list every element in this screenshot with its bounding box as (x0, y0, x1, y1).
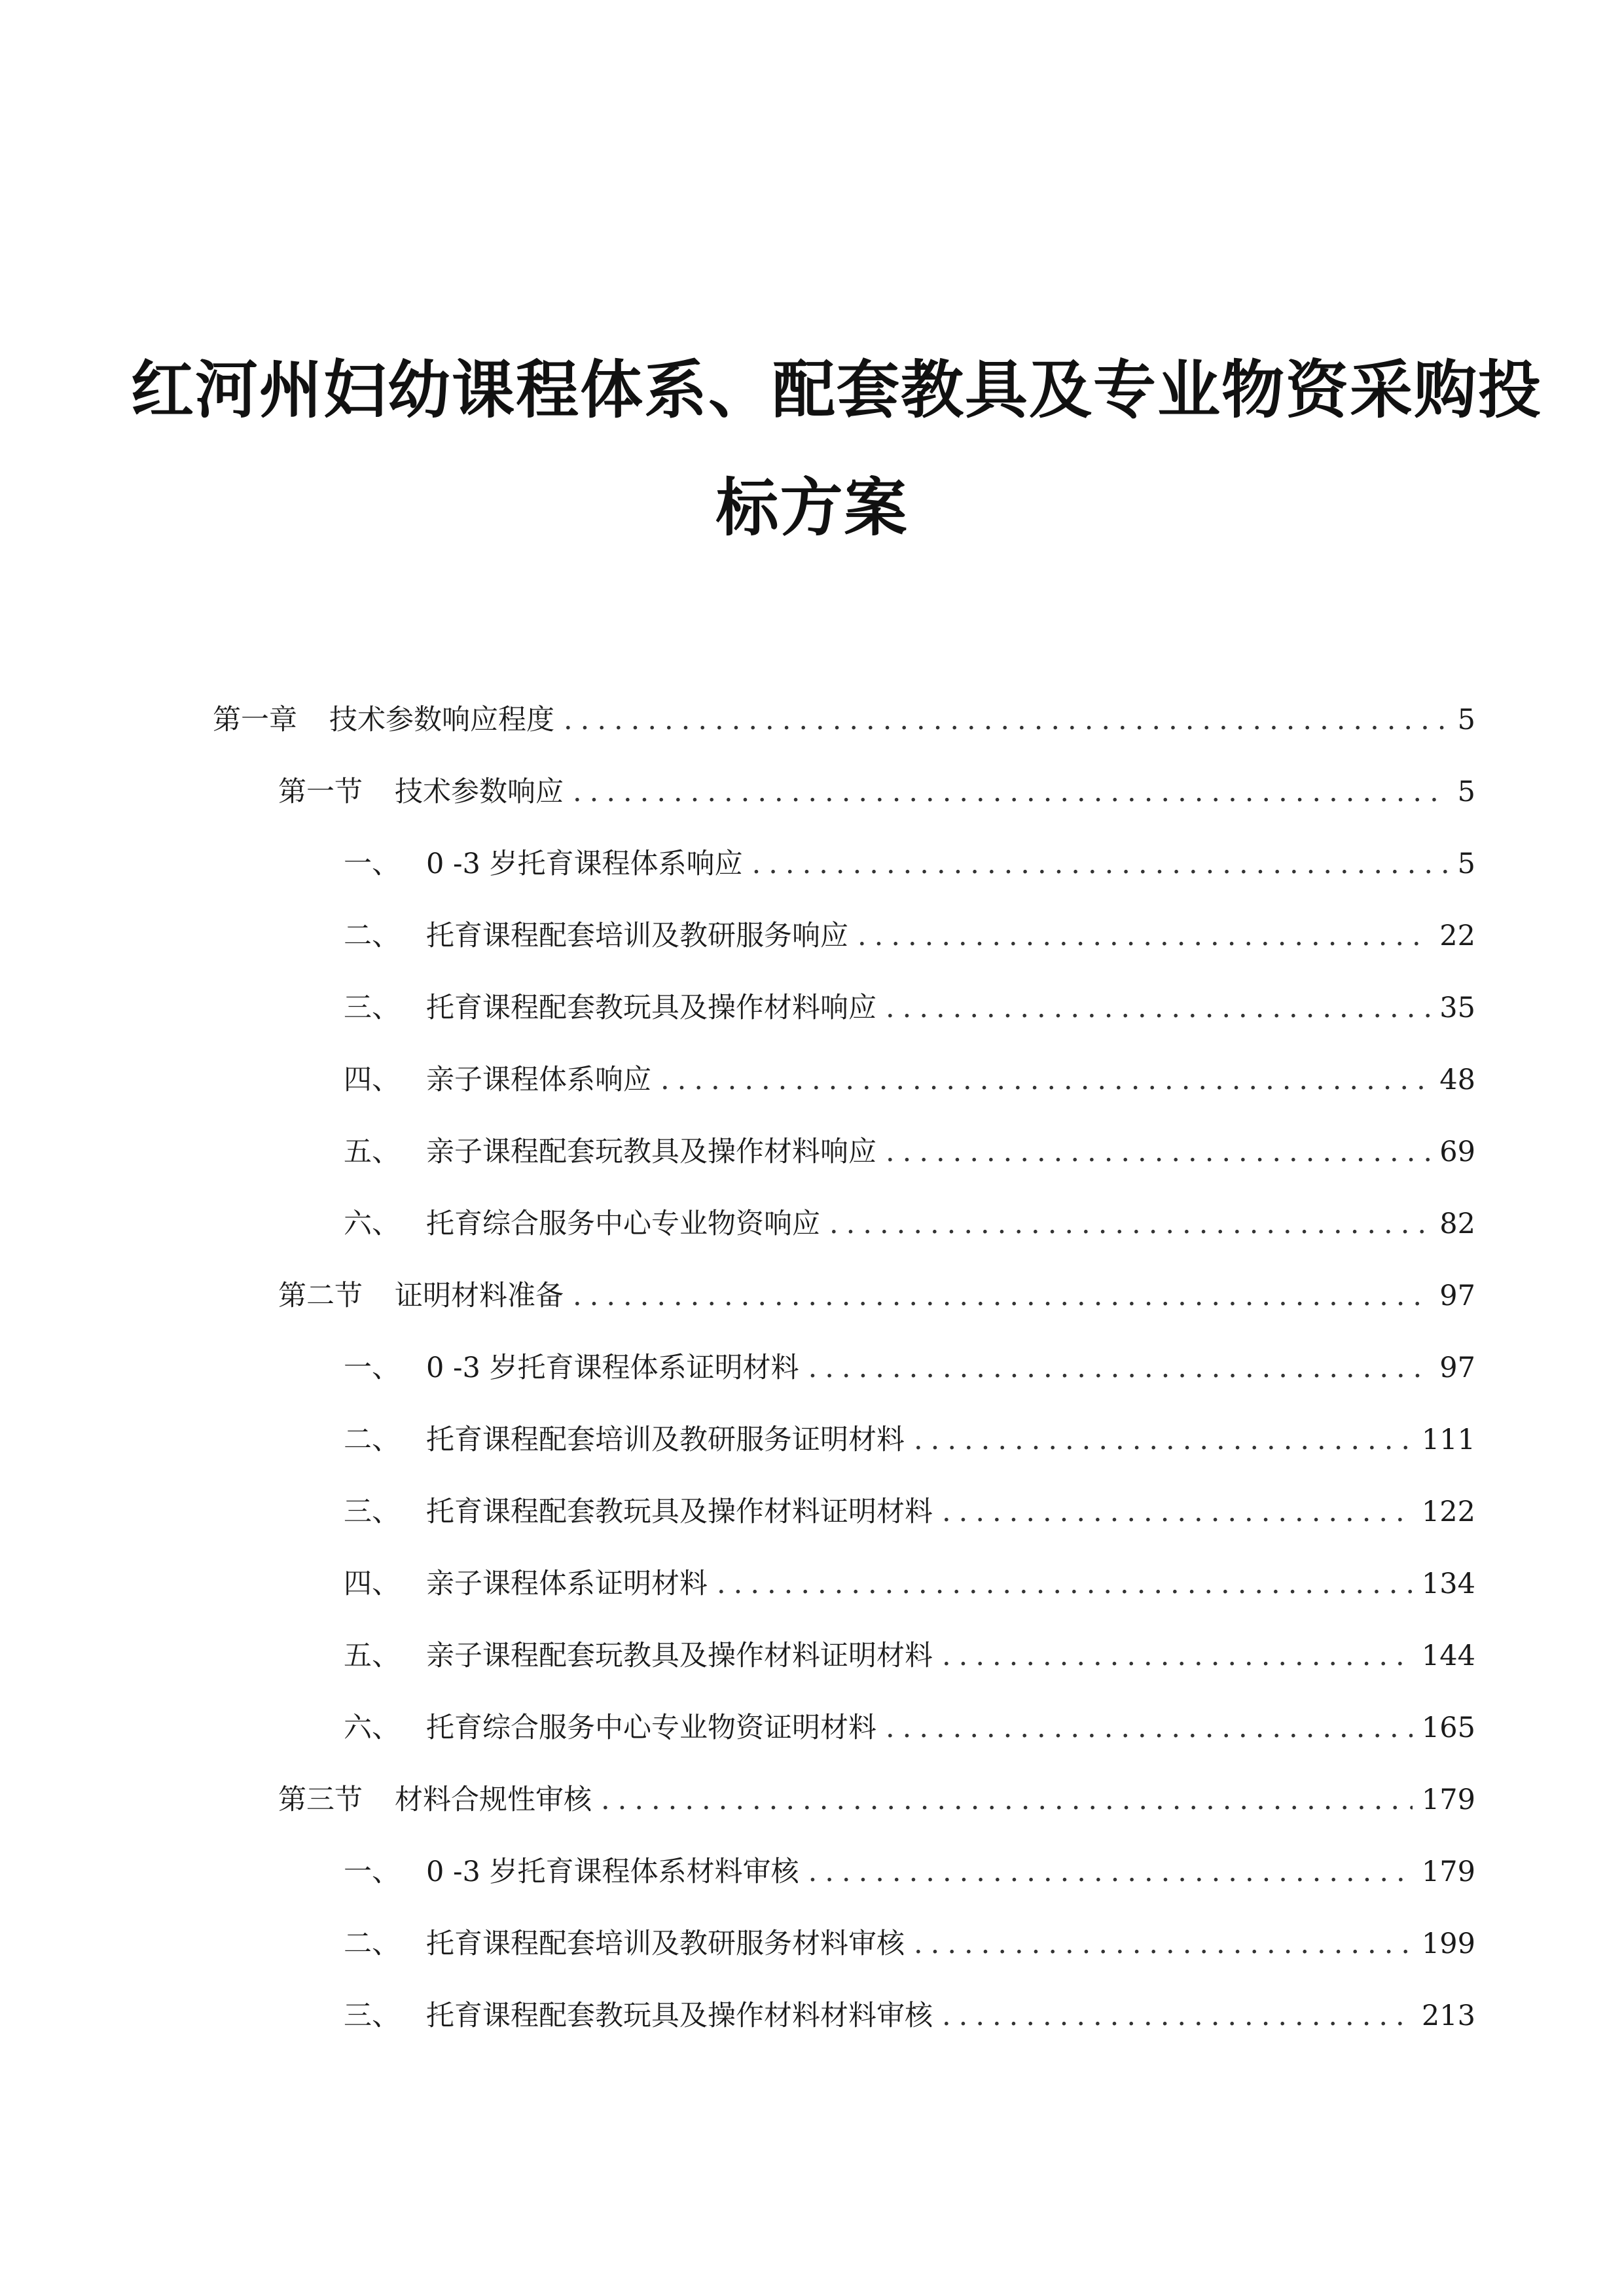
toc-entry-item[interactable] (344, 910, 1475, 962)
toc-entry-item[interactable] (344, 1990, 1475, 2042)
toc-entry-page: 48 (1439, 1064, 1475, 1096)
toc-dot-leader (564, 694, 1449, 746)
toc-entry-item[interactable] (344, 1558, 1475, 1610)
toc-entry-item[interactable] (344, 1054, 1475, 1106)
toc-entry-number: 三、 (344, 992, 400, 1024)
toc-entry-page: 111 (1421, 1424, 1475, 1456)
toc-entry-page: 179 (1421, 1784, 1475, 1816)
toc-dot-leader (914, 1918, 1413, 1970)
toc-entry-page: 5 (1457, 704, 1475, 736)
toc-dot-leader (942, 1630, 1413, 1682)
toc-entry-number: 一、 (344, 1352, 400, 1384)
toc-entry-item[interactable] (344, 982, 1475, 1034)
toc-entry-chapter-1[interactable] (213, 694, 1475, 746)
toc-dot-leader (942, 1990, 1413, 2042)
toc-entry-item[interactable] (344, 1918, 1475, 1970)
toc-entry-number: 二、 (344, 920, 400, 952)
toc-entry-label: 亲子课程配套玩教具及操作材料证明材料 (426, 1640, 933, 1672)
toc-entry-label: 0 -3 岁托育课程体系材料审核 (426, 1856, 799, 1888)
toc-entry-number: 三、 (344, 2000, 400, 2032)
toc-entry-number: 五、 (344, 1136, 400, 1168)
toc-entry-page: 179 (1421, 1856, 1475, 1888)
toc-entry-number: 一、 (344, 1856, 400, 1888)
toc-entry-label: 托育综合服务中心专业物资响应 (426, 1208, 820, 1240)
toc-entry-label: 托育课程配套培训及教研服务响应 (426, 920, 848, 952)
toc-entry-page: 69 (1439, 1136, 1475, 1168)
toc-entry-item[interactable] (344, 1342, 1475, 1394)
toc-entry-label: 托育课程配套培训及教研服务材料审核 (426, 1928, 905, 1960)
toc-entry-label: 技术参数响应 (395, 776, 564, 808)
toc-entry-page: 35 (1439, 992, 1475, 1024)
toc-entry-label: 亲子课程体系证明材料 (426, 1568, 708, 1600)
toc-entry-number: 六、 (344, 1712, 400, 1744)
toc-dot-leader (752, 838, 1449, 890)
toc-entry-item[interactable] (344, 1702, 1475, 1754)
toc-entry-label: 材料合规性审核 (395, 1784, 592, 1816)
toc-dot-leader (660, 1054, 1430, 1106)
toc-entry-number: 四、 (344, 1568, 400, 1600)
toc-entry-item[interactable] (344, 1846, 1475, 1898)
toc-dot-leader (886, 1702, 1413, 1754)
toc-entry-page: 213 (1421, 2000, 1475, 2032)
toc-entry-label: 托育课程配套教玩具及操作材料响应 (426, 992, 876, 1024)
toc-entry-page: 97 (1439, 1352, 1475, 1384)
toc-entry-section-2[interactable] (278, 1270, 1475, 1322)
toc-entry-label: 亲子课程体系响应 (426, 1064, 651, 1096)
toc-entry-number: 二、 (344, 1928, 400, 1960)
toc-entry-item[interactable] (344, 1630, 1475, 1682)
toc-entry-item[interactable] (344, 1414, 1475, 1466)
toc-entry-label: 技术参数响应程度 (329, 704, 554, 736)
toc-entry-label: 0 -3 岁托育课程体系响应 (426, 848, 743, 880)
toc-entry-label: 证明材料准备 (395, 1280, 564, 1312)
toc-entry-item[interactable] (344, 838, 1475, 890)
toc-entry-page: 134 (1421, 1568, 1475, 1600)
toc-entry-page: 22 (1439, 920, 1475, 952)
toc-dot-leader (886, 1126, 1430, 1178)
toc-entry-number: 三、 (344, 1496, 400, 1528)
toc-dot-leader (942, 1486, 1413, 1538)
toc-entry-page: 97 (1439, 1280, 1475, 1312)
toc-entry-number: 一、 (344, 848, 400, 880)
document-title-line-2: 标方案 (715, 471, 909, 545)
toc-dot-leader (886, 982, 1430, 1034)
toc-entry-page: 165 (1421, 1712, 1475, 1744)
toc-entry-item[interactable] (344, 1126, 1475, 1178)
toc-entry-page: 144 (1421, 1640, 1475, 1672)
toc-dot-leader (829, 1198, 1430, 1250)
toc-entry-label: 托育课程配套教玩具及操作材料证明材料 (426, 1496, 933, 1528)
toc-dot-leader (808, 1846, 1413, 1898)
toc-entry-number: 二、 (344, 1424, 400, 1456)
toc-entry-label: 托育综合服务中心专业物资证明材料 (426, 1712, 876, 1744)
toc-dot-leader (573, 1270, 1430, 1322)
toc-dot-leader (601, 1774, 1413, 1826)
toc-dot-leader (857, 910, 1430, 962)
toc-entry-number: 第三节 (278, 1784, 363, 1816)
toc-entry-number: 六、 (344, 1208, 400, 1240)
toc-entry-number: 五、 (344, 1640, 400, 1672)
toc-entry-label: 托育课程配套教玩具及操作材料材料审核 (426, 2000, 933, 2032)
toc-entry-page: 122 (1421, 1496, 1475, 1528)
toc-entry-item[interactable] (344, 1486, 1475, 1538)
toc-entry-section-3[interactable] (278, 1774, 1475, 1826)
toc-entry-page: 199 (1421, 1928, 1475, 1960)
toc-entry-number: 四、 (344, 1064, 400, 1096)
toc-entry-number: 第一节 (278, 776, 363, 808)
toc-entry-number: 第二节 (278, 1280, 363, 1312)
toc-entry-page: 5 (1457, 848, 1475, 880)
toc-entry-item[interactable] (344, 1198, 1475, 1250)
toc-entry-page: 5 (1457, 776, 1475, 808)
toc-entry-number: 第一章 (213, 704, 297, 736)
document-title-line-1: 红河州妇幼课程体系、配套教具及专业物资采购投 (131, 353, 1542, 427)
toc-dot-leader (717, 1558, 1413, 1610)
toc-dot-leader (914, 1414, 1413, 1466)
toc-entry-label: 亲子课程配套玩教具及操作材料响应 (426, 1136, 876, 1168)
toc-dot-leader (808, 1342, 1431, 1394)
toc-entry-label: 0 -3 岁托育课程体系证明材料 (426, 1352, 799, 1384)
toc-entry-section-1[interactable] (278, 766, 1475, 818)
toc-dot-leader (573, 766, 1449, 818)
toc-entry-page: 82 (1439, 1208, 1475, 1240)
toc-entry-label: 托育课程配套培训及教研服务证明材料 (426, 1424, 905, 1456)
